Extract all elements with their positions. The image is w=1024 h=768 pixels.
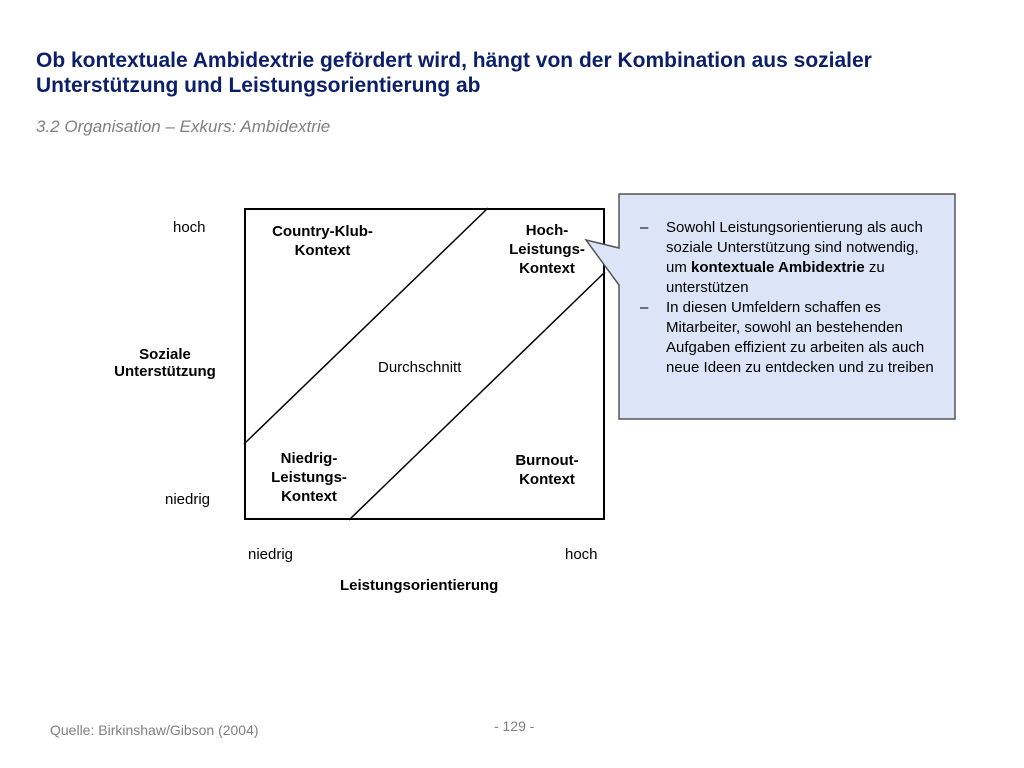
- cell-country-club-line2: Kontext: [294, 242, 351, 259]
- cell-country-club-line1: Country-Klub-: [272, 223, 373, 240]
- cell-burnout-line1: Burnout-: [515, 452, 579, 469]
- y-axis-title-line2: Unterstützung: [114, 363, 216, 380]
- cell-high-performance-line3: Kontext: [519, 260, 575, 277]
- cell-average: Durchschnitt: [378, 359, 462, 376]
- bullet-dash-1: –: [640, 219, 649, 236]
- cell-low-performance-line1: Niedrig-: [280, 450, 338, 467]
- cell-low-performance-line3: Kontext: [281, 488, 337, 505]
- cell-low-performance-line2: Leistungs-: [271, 469, 347, 486]
- callout-bullet-2-text: In diesen Umfeldern schaffen es Mitarbeiter, sowohl an bestehenden Aufgaben effizient zu arbeiten als auch neue Ideen zu entdecken und zu treiben: [666, 299, 934, 376]
- callout-text: [640, 218, 940, 378]
- callout-bullet-1-pre: Sowohl Leistungsorientierung als auch soziale Unterstützung sind notwendig, um: [666, 219, 923, 276]
- cell-burnout-line2: Kontext: [519, 471, 575, 488]
- cell-high-performance-line1: Hoch-: [525, 222, 569, 239]
- callout-bullet-1: [640, 218, 940, 298]
- page-number: - 129 -: [494, 718, 535, 734]
- x-axis-title: Leistungsorientierung: [340, 577, 499, 594]
- x-axis-low-label: niedrig: [248, 546, 294, 563]
- bullet-dash-2: –: [640, 299, 649, 316]
- y-axis-title-line1: Soziale: [139, 346, 191, 363]
- source-note: Quelle: Birkinshaw/Gibson (2004): [50, 722, 259, 738]
- y-axis-low-label: niedrig: [165, 491, 211, 508]
- x-axis-high-label: hoch: [565, 546, 598, 563]
- callout-bullet-1-bold: kontextuale Ambidextrie: [691, 259, 865, 276]
- page-subtitle: 3.2 Organisation – Exkurs: Ambidextrie: [36, 117, 331, 136]
- page-title: Ob kontextuale Ambidextrie gefördert wird, hängt von der Kombination aus sozialer Unterstützung und Leistungsorientierung ab: [36, 49, 872, 97]
- callout-bullet-2: [640, 298, 940, 378]
- callout-bullet-1-post: zu unterstützen: [666, 259, 885, 296]
- y-axis-high-label: hoch: [173, 219, 206, 236]
- cell-high-performance-line2: Leistungs-: [509, 241, 585, 258]
